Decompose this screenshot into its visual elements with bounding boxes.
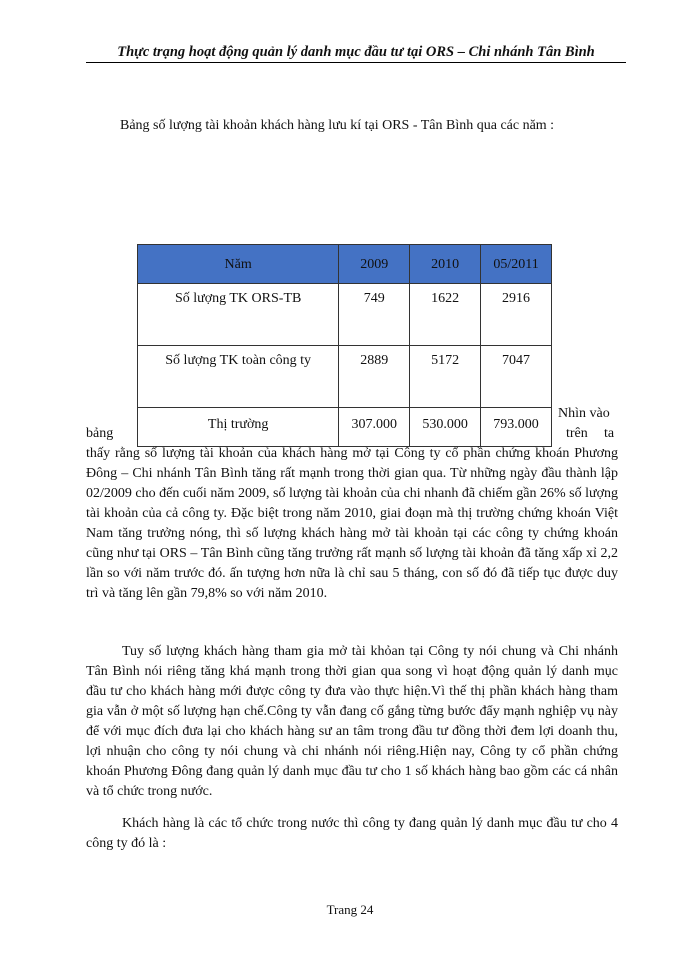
table-caption: Bảng số lượng tài khoản khách hàng lưu kí tại ORS - Tân Bình qua các năm : [120,118,555,133]
body-paragraph: Khách hàng là các tổ chức trong nước thì công ty đang quản lý danh mục đầu tư cho 4 công ty đó là : [86,816,618,851]
wrap-text-right: ta [604,426,615,441]
table-cell: 749 [339,284,410,346]
table-row-label: Thị trường [138,408,339,447]
table-cell: 5172 [410,346,481,408]
table-cell: 1622 [410,284,481,346]
table-row-label: Số lượng TK ORS-TB [138,284,339,346]
page-number: Trang 24 [326,902,374,917]
wrap-text-right: Nhìn vào [558,406,610,421]
table-row [138,284,552,346]
table-cell: 307.000 [339,408,410,447]
table-header-row [138,245,552,284]
body-paragraph: Tuy số lượng khách hàng tham gia mở tài khỏan tại Công ty nói chung và Chi nhánh Tân Bình nói riêng tăng khá mạnh trong thời gian qua song vì hoạt động quản lý danh mục đầu tư cho khách hàng mới được công ty đưa vào thực hiện.Vì thế thị phần khách hàng tham gia vẫn ở một số lượng hạn chế.Công ty vẫn đang cố gắng từng bước đẩy mạnh nghiệp vụ này để với mục đích đưa lại cho khách hàng sư an tâm trong đầu tư đồng thời đem lợi doanh thu, lợi nhuận cho công ty nói chung và chi nhánh nói riêng.Hiện nay, Công ty cổ phần chứng khoán Phương Đông đang quản lý danh mục đầu tư cho 1 số khách hàng bao gồm các cá nhân và tổ chức trong nước. [86,644,618,799]
table-header-cell: 2009 [339,245,410,284]
table-row [138,346,552,408]
table-header-cell: 05/2011 [481,245,552,284]
table-header-cell: 2010 [410,245,481,284]
table-row [138,408,552,447]
table-cell: 793.000 [481,408,552,447]
wrap-text-right: trên [566,426,588,441]
body-paragraph: thấy rằng số lượng tài khoản của khách hàng mở tại Công ty cổ phần chứng khoán Phương Đông – Chi nhánh Tân Bình tăng rất mạnh trong thời gian qua. Từ những ngày đầu thành lập 02/2009 cho đến cuối năm 2009, số lượng tài khoản của chi nhanh đã chiếm gần 26% số lượng tài khoản của cả công ty. Đặc biệt trong năm 2010, giai đoạn mà thị trường chứng khoán Việt Nam tăng trưởng nóng, thì số lượng khách hàng mở tài khoản tại các công ty chứng khoán cũng như tại ORS – Tân Bình cũng tăng trưởng rất mạnh số lượng tài khoản đã tăng xấp xỉ 2,2 lần so với năm trước đó. ấn tượng hơn nữa là chỉ sau 5 tháng, con số đó đã tiếp tục được duy trì và tăng lên gần 79,8% so với năm 2010. [86,446,618,601]
table-row-label: Số lượng TK toàn công ty [138,346,339,408]
table-header-cell: Năm [138,245,339,284]
table-cell: 7047 [481,346,552,408]
accounts-table [137,244,552,447]
running-header: Thực trạng hoạt động quản lý danh mục đầu tư tại ORS – Chi nhánh Tân Bình [86,44,626,63]
table-cell: 530.000 [410,408,481,447]
table-cell: 2889 [339,346,410,408]
wrap-text-left: bảng [86,426,114,441]
table-cell: 2916 [481,284,552,346]
